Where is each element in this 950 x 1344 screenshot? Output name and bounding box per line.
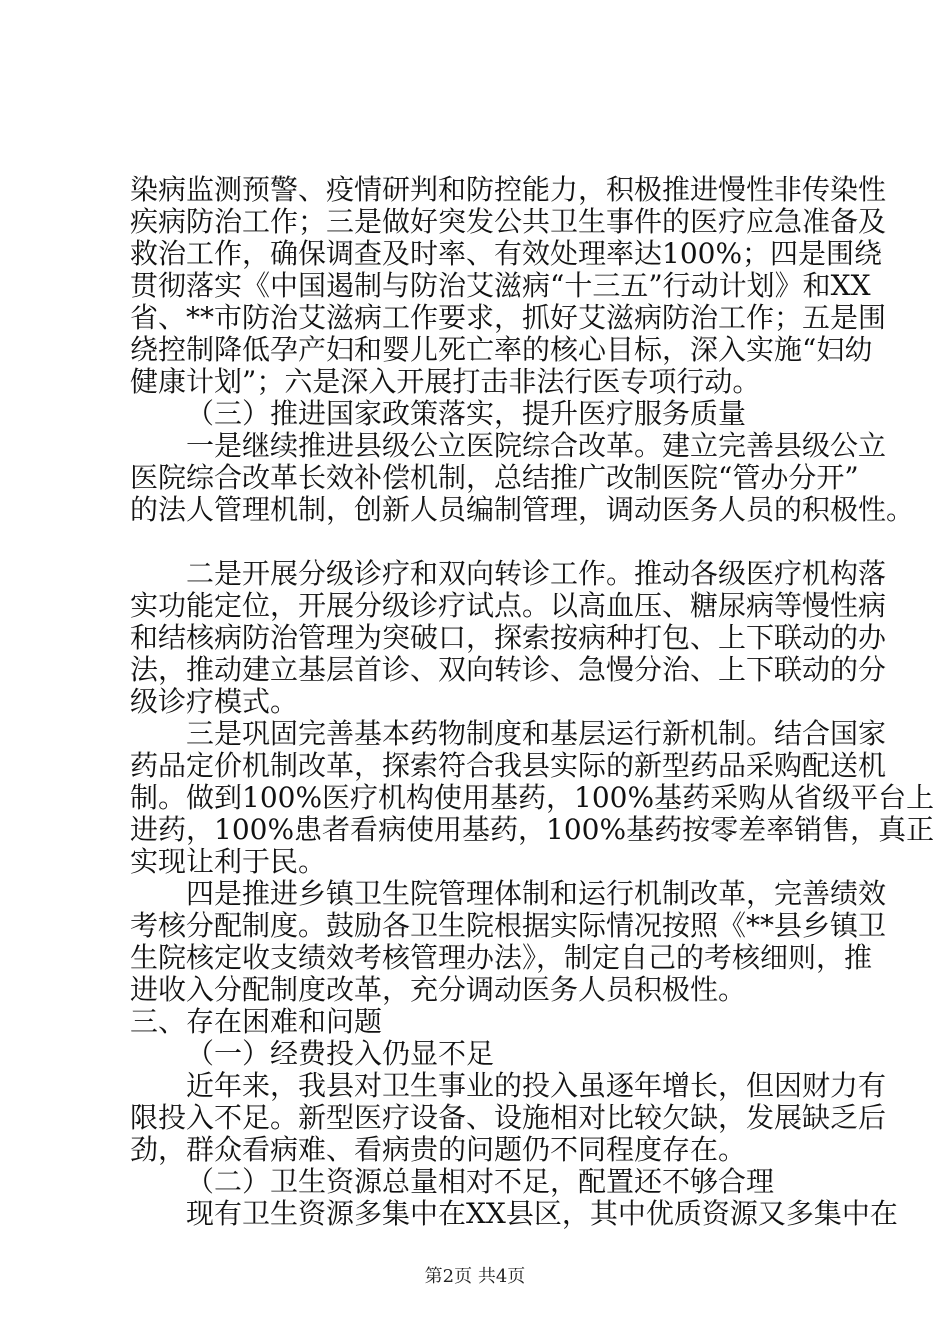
body-line: 劲，群众看病难、看病贵的问题仍不同程度存在。 (130, 1133, 747, 1166)
body-line: 进收入分配制度改革，充分调动医务人员积极性。 (130, 973, 747, 1006)
body-line: 制。做到100%医疗机构使用基药，100%基药采购从省级平台上 (130, 781, 935, 814)
document-body (130, 173, 935, 1230)
body-line: 疾病防治工作；三是做好突发公共卫生事件的医疗应急准备及 (130, 205, 887, 238)
body-line: 考核分配制度。鼓励各卫生院根据实际情况按照《**县乡镇卫 (130, 909, 887, 942)
body-line: 实功能定位，开展分级诊疗试点。以高血压、糖尿病等慢性病 (130, 589, 887, 622)
body-line: 染病监测预警、疫情研判和防控能力，积极推进慢性非传染性 (130, 173, 887, 206)
paragraph-first-line: 近年来，我县对卫生事业的投入虽逐年增长，但因财力有 (186, 1069, 887, 1102)
body-line: 健康计划”；六是深入开展打击非法行医专项行动。 (130, 365, 761, 398)
body-line: 和结核病防治管理为突破口，探索按病种打包、上下联动的办 (130, 621, 887, 654)
body-line: 药品定价机制改革，探索符合我县实际的新型药品采购配送机 (130, 749, 887, 782)
body-line: 贯彻落实《中国遏制与防治艾滋病“十三五”行动计划》和XX (130, 269, 871, 302)
body-line: 进药，100%患者看病使用基药，100%基药按零差率销售，真正 (130, 813, 935, 846)
page-number-footer: 第2页 共4页 (424, 1266, 526, 1287)
section-heading: （三）推进国家政策落实，提升医疗服务质量 (186, 397, 747, 430)
paragraph-first-line: 三是巩固完善基本药物制度和基层运行新机制。结合国家 (186, 717, 887, 750)
body-line: 生院核定收支绩效考核管理办法》，制定自己的考核细则，推 (130, 941, 873, 974)
body-line: 法，推动建立基层首诊、双向转诊、急慢分治、上下联动的分 (130, 653, 887, 686)
body-line: 实现让利于民。 (130, 845, 327, 878)
subsection-heading: （一）经费投入仍显不足 (186, 1037, 495, 1070)
body-line: 级诊疗模式。 (130, 685, 299, 718)
body-line: 救治工作，确保调查及时率、有效处理率达100%；四是围绕 (130, 237, 883, 270)
body-line: 省、**市防治艾滋病工作要求，抓好艾滋病防治工作；五是围 (130, 301, 887, 334)
paragraph-first-line: 现有卫生资源多集中在XX县区，其中优质资源又多集中在 (186, 1197, 898, 1230)
section-heading: 三、存在困难和问题 (130, 1005, 383, 1038)
paragraph-first-line: 一是继续推进县级公立医院综合改革。建立完善县级公立 (186, 429, 887, 462)
body-line: 绕控制降低孕产妇和婴儿死亡率的核心目标，深入实施“妇幼 (130, 333, 873, 366)
body-line: 限投入不足。新型医疗设备、设施相对比较欠缺，发展缺乏后 (130, 1101, 887, 1134)
paragraph-first-line: 四是推进乡镇卫生院管理体制和运行机制改革，完善绩效 (186, 877, 887, 910)
paragraph-first-line: 二是开展分级诊疗和双向转诊工作。推动各级医疗机构落 (186, 557, 887, 590)
body-line: 医院综合改革长效补偿机制，总结推广改制医院“管办分开” (130, 461, 859, 494)
body-line: 的法人管理机制，创新人员编制管理，调动医务人员的积极性。 (130, 493, 915, 526)
subsection-heading: （二）卫生资源总量相对不足，配置还不够合理 (186, 1165, 775, 1198)
blank-line (130, 526, 830, 558)
